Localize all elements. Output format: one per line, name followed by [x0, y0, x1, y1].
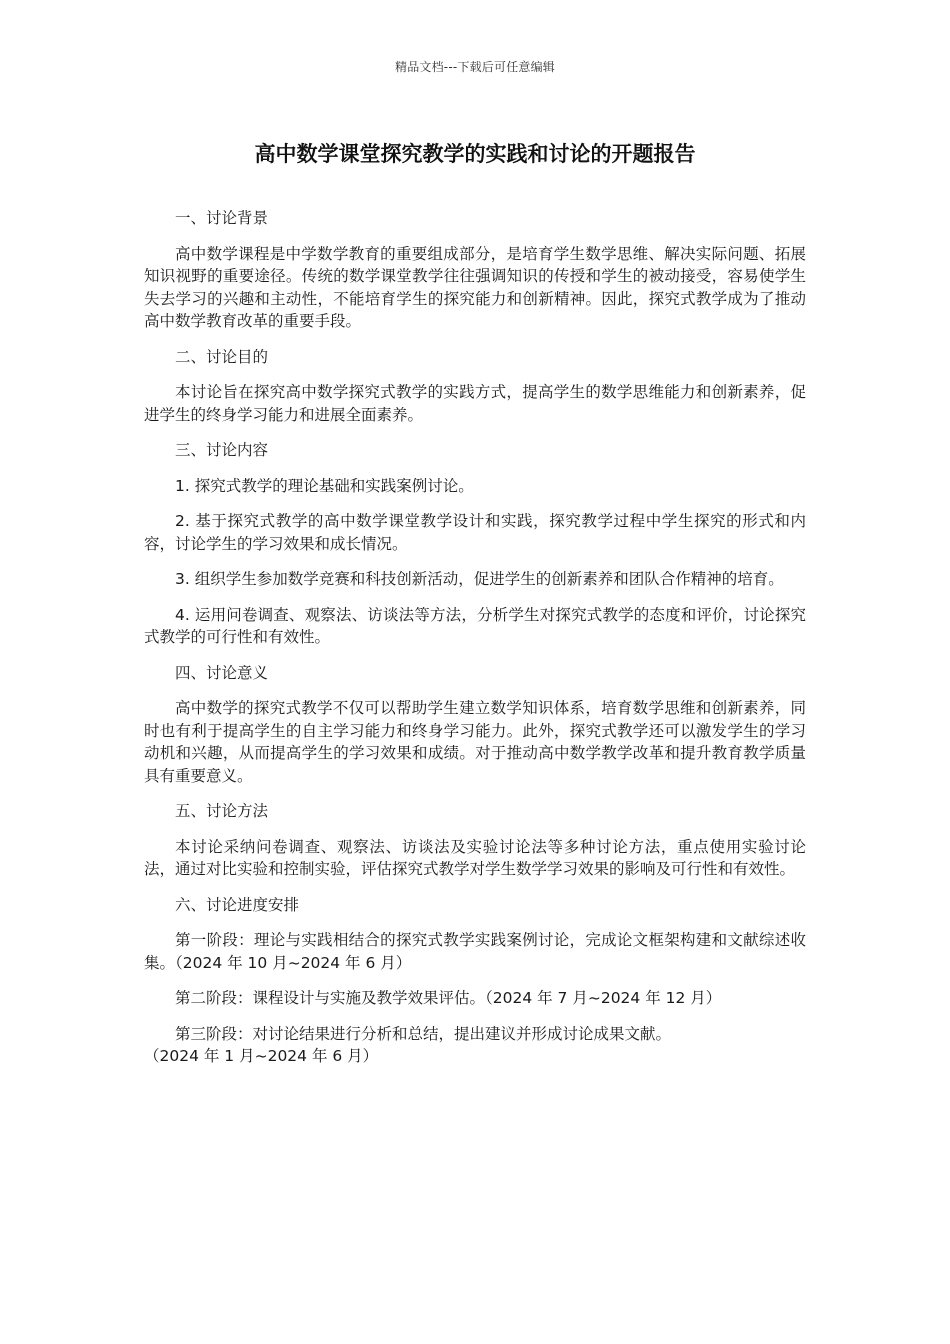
schedule-stage-1: 第一阶段：理论与实践相结合的探究式教学实践案例讨论，完成论文框架构建和文献综述收集。（2024 年 10 月~2024 年 6 月） — [144, 931, 806, 972]
section-heading-method: 五、讨论方法 — [175, 802, 269, 820]
schedule-stage-3: 第三阶段：对讨论结果进行分析和总结，提出建议并形成讨论成果文献。 — [175, 1024, 672, 1043]
header-note: 精品文档---下载后可任意编辑 — [395, 60, 555, 74]
document-body — [144, 207, 806, 1068]
section-heading-schedule: 六、讨论进度安排 — [175, 895, 300, 914]
section-heading-significance: 四、讨论意义 — [175, 663, 269, 682]
content-item-1: 1. 探究式教学的理论基础和实践案例讨论。 — [175, 476, 474, 495]
content-item-2: 2. 基于探究式教学的高中数学课堂教学设计和实践，探究教学过程中学生探究的形式和内容，讨论学生的学习效果和成长情况。 — [144, 512, 806, 553]
content-item-3: 3. 组织学生参加数学竞赛和科技创新活动，促进学生的创新素养和团队合作精神的培育。 — [175, 570, 784, 588]
section-text-background: 高中数学课程是中学数学教育的重要组成部分，是培育学生数学思维、解决实际问题、拓展知识视野的重要途径。传统的数学课堂教学往往强调知识的传授和学生的被动接受，容易使学生失去学习的兴趣和主动性，不能培育学生的探究能力和创新精神。因此，探究式教学成为了推动高中数学教育改革的重要手段。 — [144, 244, 806, 330]
document-title: 高中数学课堂探究教学的实践和讨论的开题报告 — [254, 142, 696, 166]
schedule-stage-2: 第二阶段：课程设计与实施及教学效果评估。（2024 年 7 月~2024 年 12 月） — [175, 989, 722, 1007]
section-heading-content: 三、讨论内容 — [175, 441, 269, 459]
content-item-4: 4. 运用问卷调查、观察法、访谈法等方法，分析学生对探究式教学的态度和评价，讨论探究式教学的可行性和有效性。 — [144, 605, 806, 646]
section-text-purpose: 本讨论旨在探究高中数学探究式教学的实践方式，提高学生的数学思维能力和创新素养，促进学生的终身学习能力和进展全面素养。 — [144, 383, 806, 424]
section-text-significance: 高中数学的探究式教学不仅可以帮助学生建立数学知识体系，培育数学思维和创新素养，同时也有利于提高学生的自主学习能力和终身学习能力。此外，探究式教学还可以激发学生的学习动机和兴趣，从而提高学生的学习效果和成绩。对于推动高中数学教学改革和提升教育教学质量具有重要意义。 — [144, 699, 806, 785]
section-heading-background: 一、讨论背景 — [175, 209, 269, 227]
section-text-method: 本讨论采纳问卷调查、观察法、访谈法及实验讨论法等多种讨论方法，重点使用实验讨论法，通过对比实验和控制实验，评估探究式教学对学生数学学习效果的影响及可行性和有效性。 — [144, 837, 806, 878]
schedule-stage-3-date: （2024 年 1 月~2024 年 6 月） — [144, 1047, 379, 1065]
section-heading-purpose: 二、讨论目的 — [175, 347, 269, 366]
